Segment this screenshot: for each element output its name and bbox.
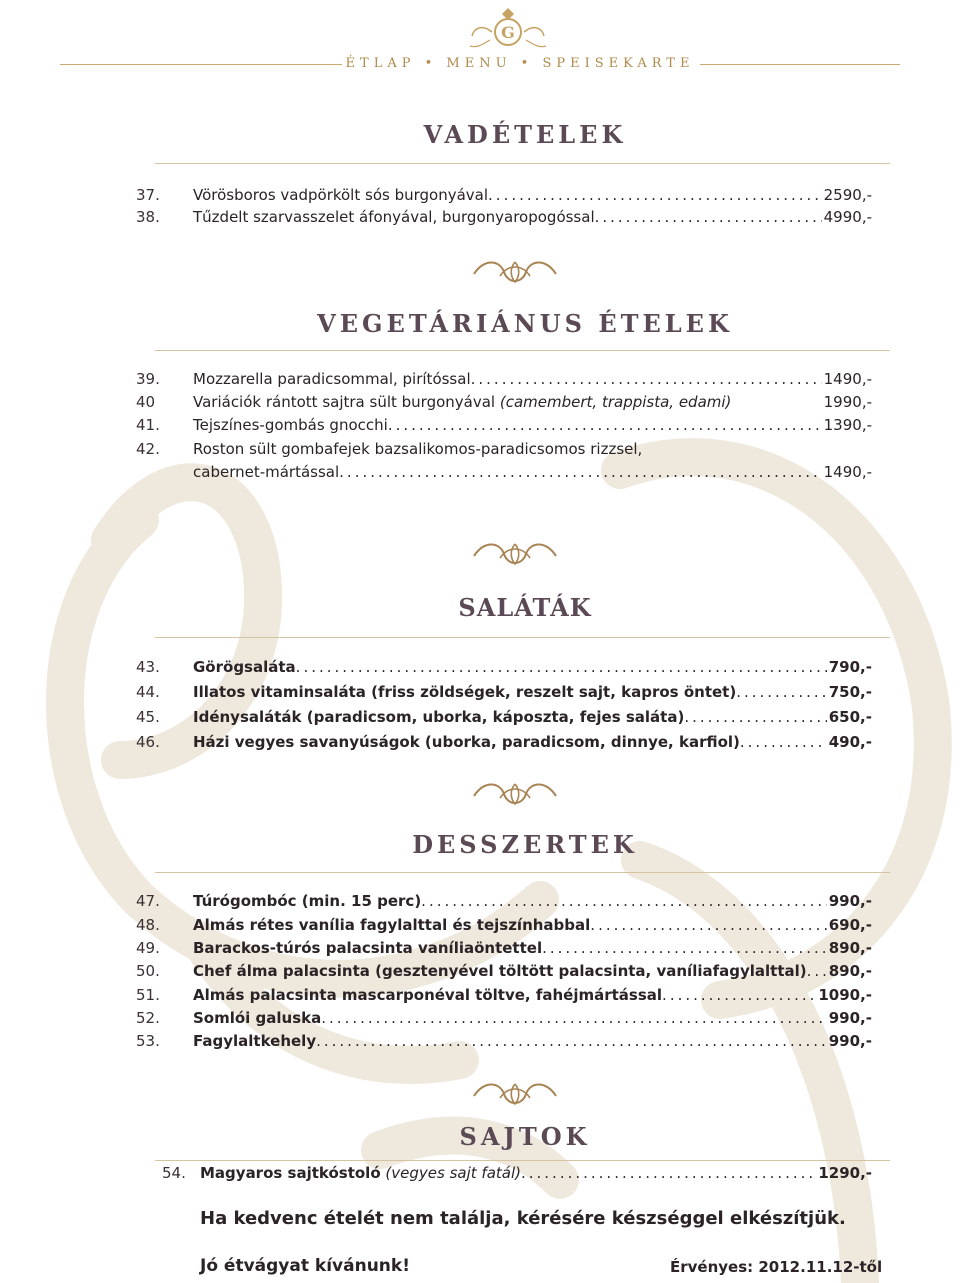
leader-dots xyxy=(662,984,816,1006)
item-name: Tejszínes-gombás gnocchi xyxy=(193,416,388,434)
leader-dots xyxy=(388,414,822,436)
item-number: 44. xyxy=(136,683,160,701)
item-number: 51. xyxy=(136,986,160,1004)
menu-item xyxy=(136,391,872,413)
item-number: 54. xyxy=(162,1164,186,1182)
footer-note: Ha kedvenc ételét nem találja, kérésére készséggel elkészítjük. xyxy=(200,1208,846,1229)
item-price: 2590,- xyxy=(823,186,872,204)
header-rule-left xyxy=(60,64,342,65)
item-name: Magyaros sajtkóstoló xyxy=(200,1164,381,1182)
section-rule xyxy=(155,1160,890,1161)
menu-item xyxy=(136,1007,872,1029)
item-name: Barackos-túrós palacsinta vaníliaöntettel xyxy=(193,939,543,957)
menu-item xyxy=(136,937,872,959)
item-number: 37. xyxy=(136,186,160,204)
menu-item xyxy=(136,731,872,753)
section-title-vadetelek: VADÉTELEK xyxy=(423,120,627,149)
menu-item xyxy=(136,206,872,228)
item-number: 39. xyxy=(136,370,160,388)
item-name-line2: cabernet-mártással xyxy=(193,463,340,481)
item-note: (camembert, trappista, edami) xyxy=(499,393,732,411)
section-rule xyxy=(155,163,890,164)
item-number: 42. xyxy=(136,440,160,458)
menu-item xyxy=(136,706,872,728)
menu-item xyxy=(136,960,872,982)
item-name: Variációk rántott sajtra sült burgonyával xyxy=(193,393,496,411)
item-name: Fagylaltkehely xyxy=(193,1032,317,1050)
item-price: 990,- xyxy=(828,1032,872,1050)
item-number: 41. xyxy=(136,416,160,434)
flourish-ornament-icon xyxy=(470,254,560,288)
item-name: Almás rétes vanília fagylalttal és tejszínhabbal xyxy=(193,916,591,934)
item-number: 38. xyxy=(136,208,160,226)
item-price: 1490,- xyxy=(823,463,872,481)
leader-dots xyxy=(736,681,827,703)
item-price: 890,- xyxy=(828,962,872,980)
validity-date: Érvényes: 2012.11.12-től xyxy=(670,1258,883,1276)
item-number: 47. xyxy=(136,892,160,910)
item-price: 1490,- xyxy=(823,370,872,388)
leader-dots xyxy=(321,1007,826,1029)
item-number: 43. xyxy=(136,658,160,676)
leader-dots xyxy=(421,890,827,912)
leader-dots xyxy=(339,461,821,483)
menu-item-continuation xyxy=(136,461,872,483)
item-price: 990,- xyxy=(828,892,872,910)
item-price: 1090,- xyxy=(818,986,872,1004)
item-price: 4990,- xyxy=(823,208,872,226)
item-name: Túrógombóc (min. 15 perc) xyxy=(193,892,422,910)
leader-dots xyxy=(740,731,827,753)
menu-tagline: ÉTLAP • MENU • SPEISEKARTE xyxy=(345,56,695,71)
menu-item xyxy=(162,1162,872,1184)
footer-wish: Jó étvágyat kívánunk! xyxy=(200,1256,410,1276)
leader-dots xyxy=(471,368,822,390)
item-name: Idénysaláták (paradicsom, uborka, káposzta, fejes saláta) xyxy=(193,708,685,726)
crest-logo xyxy=(468,4,548,54)
item-name: Tűzdelt szarvasszelet áfonyával, burgonyaropogóssal xyxy=(193,208,595,226)
item-number: 53. xyxy=(136,1032,160,1050)
item-name: Mozzarella paradicsommal, pirítóssal xyxy=(193,370,471,388)
item-number: 52. xyxy=(136,1009,160,1027)
menu-item xyxy=(136,890,872,912)
menu-item xyxy=(136,681,872,703)
item-name: Illatos vitaminsaláta (friss zöldségek, reszelt sajt, kapros öntet) xyxy=(193,683,737,701)
item-price: 990,- xyxy=(828,1009,872,1027)
item-name: Chef álma palacsinta (gesztenyével töltött palacsinta, vaníliafagylalttal) xyxy=(193,962,807,980)
item-price: 490,- xyxy=(828,733,872,751)
leader-dots xyxy=(316,1030,827,1052)
item-price: 890,- xyxy=(828,939,872,957)
item-number: 46. xyxy=(136,733,160,751)
item-number: 45. xyxy=(136,708,160,726)
flourish-ornament-icon xyxy=(470,776,560,810)
section-title-vegetarianus: VEGETÁRIÁNUS ÉTELEK xyxy=(317,309,733,338)
leader-dots xyxy=(684,706,826,728)
section-rule xyxy=(155,637,890,638)
section-title-salatak: SALÁTÁK xyxy=(458,593,592,622)
header-rule-right xyxy=(700,64,900,65)
menu-item xyxy=(136,914,872,936)
item-price: 690,- xyxy=(828,916,872,934)
leader-dots xyxy=(296,656,827,678)
item-price: 650,- xyxy=(828,708,872,726)
item-name: Roston sült gombafejek bazsalikomos-paradicsomos rizzsel, xyxy=(193,440,643,458)
item-price: 1390,- xyxy=(823,416,872,434)
item-note: (vegyes sajt fatál) xyxy=(385,1164,521,1182)
menu-item xyxy=(136,184,872,206)
leader-dots xyxy=(488,184,822,206)
item-number: 49. xyxy=(136,939,160,957)
section-rule xyxy=(155,872,890,873)
menu-item xyxy=(136,368,872,390)
item-number: 48. xyxy=(136,916,160,934)
item-number: 40 xyxy=(136,393,156,411)
leader-dots xyxy=(807,960,827,982)
leader-dots xyxy=(590,914,826,936)
leader-dots xyxy=(595,206,822,228)
section-title-desszertek: DESSZERTEK xyxy=(412,830,638,859)
leader-dots xyxy=(542,937,827,959)
item-name: Görögsaláta xyxy=(193,658,296,676)
flourish-ornament-icon xyxy=(470,1076,560,1110)
item-name: Somlói galuska xyxy=(193,1009,322,1027)
item-number: 50. xyxy=(136,962,160,980)
item-name: Házi vegyes savanyúságok (uborka, paradicsom, dinnye, karfiol) xyxy=(193,733,740,751)
leader-dots xyxy=(521,1162,816,1184)
item-price: 750,- xyxy=(828,683,872,701)
leader-dots xyxy=(731,391,821,413)
section-rule xyxy=(155,350,890,351)
item-price: 1990,- xyxy=(823,393,872,411)
menu-item xyxy=(136,438,872,460)
item-name: Almás palacsinta mascarponéval töltve, fahéjmártással xyxy=(193,986,663,1004)
item-price: 1290,- xyxy=(818,1164,872,1182)
menu-item xyxy=(136,984,872,1006)
logo-letter: G xyxy=(501,23,515,42)
section-title-sajtok: SAJTOK xyxy=(459,1122,591,1151)
menu-item xyxy=(136,1030,872,1052)
flourish-ornament-icon xyxy=(470,536,560,570)
menu-item xyxy=(136,656,872,678)
item-name: Vörösboros vadpörkölt sós burgonyával xyxy=(193,186,489,204)
item-price: 790,- xyxy=(828,658,872,676)
menu-item xyxy=(136,414,872,436)
